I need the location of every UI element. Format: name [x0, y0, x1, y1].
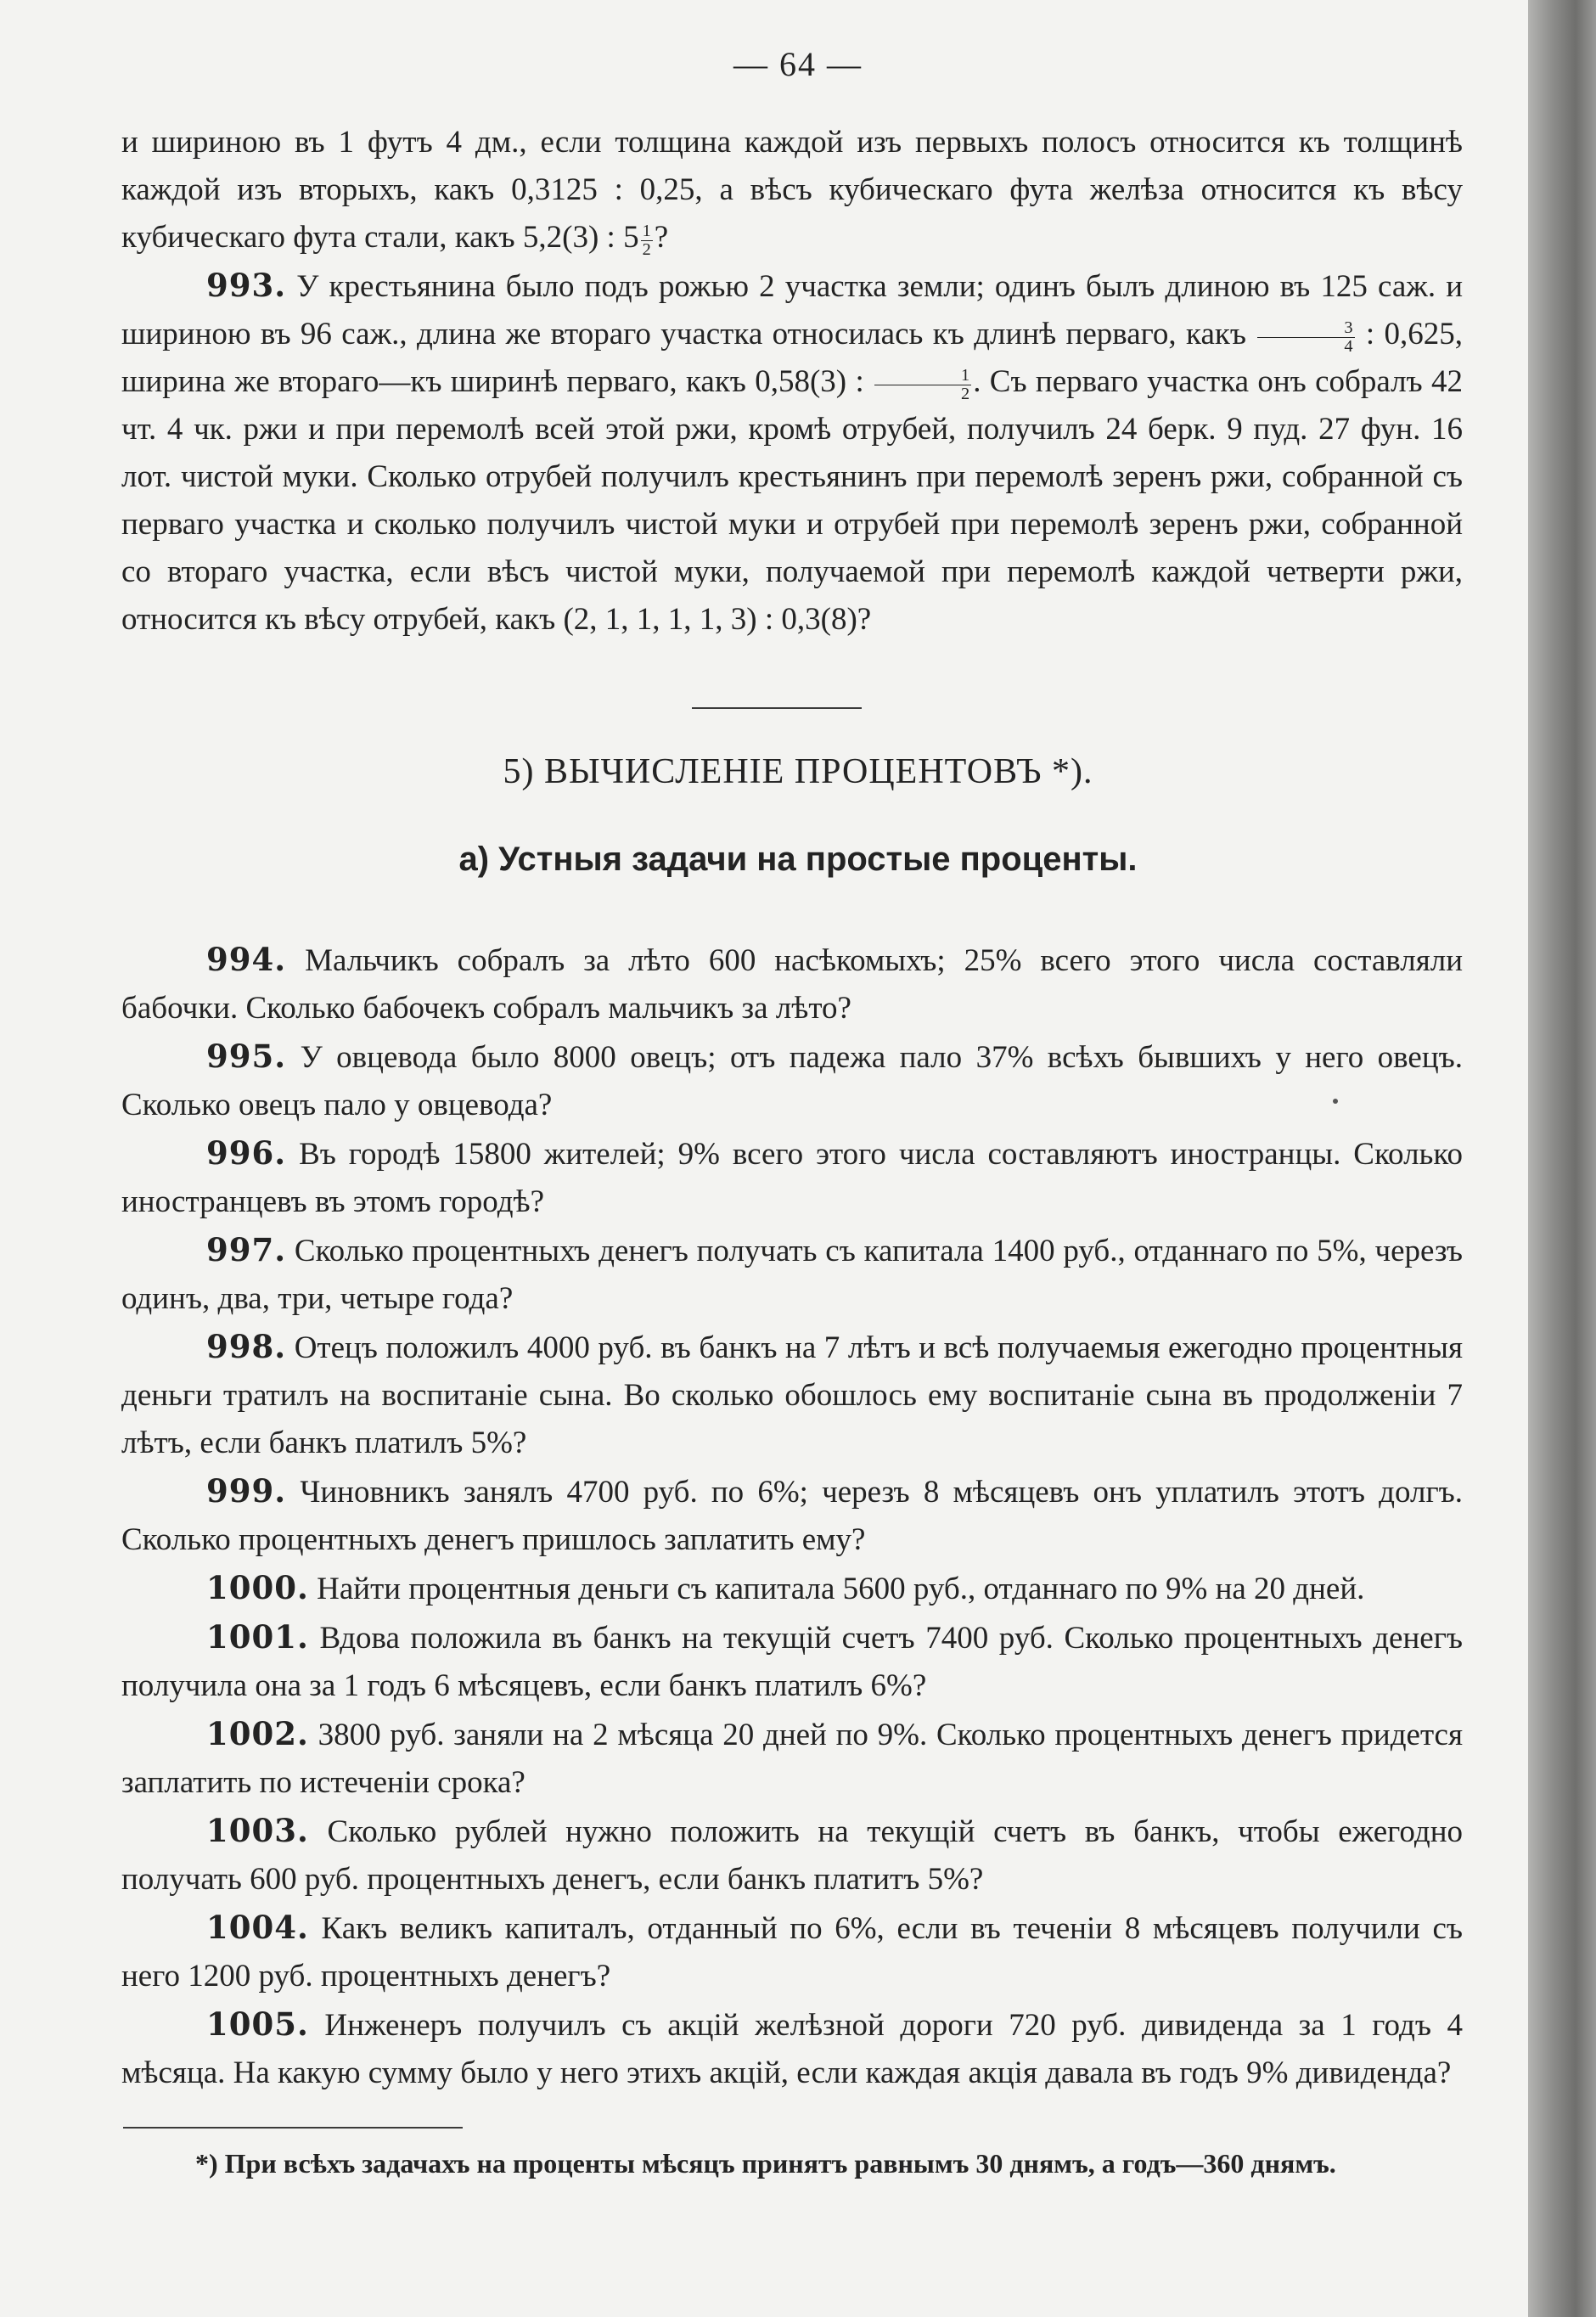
problem-item	[121, 1710, 1463, 1807]
problem-item	[121, 936, 1463, 1032]
fraction	[641, 222, 653, 260]
problem-item	[121, 1129, 1463, 1226]
subsection-title: а) Устныя задачи на простые проценты.	[458, 841, 1138, 878]
book-binding-edge	[1528, 0, 1596, 2317]
page-number: — 64 —	[733, 45, 863, 83]
problem-number: 1001.	[206, 1618, 309, 1656]
problem-text: Найти процентныя деньги съ капитала 5600 руб., отданнаго по 9% на 20 дней.	[317, 1572, 1365, 1606]
problem-992-text: и шириною въ 1 футъ 4 дм., если толщина каждой изъ первыхъ полосъ относится къ толщинѣ каждой изъ вторыхъ, какъ 0,3125 : 0,25, а вѣсъ кубическаго фута желѣза относится къ вѣсу кубическаго фута стали, какъ 5,2(3) : 5	[121, 125, 1463, 255]
problem-number: 1000.	[206, 1569, 309, 1606]
fraction-denominator: 2	[642, 240, 651, 260]
problem-number: 994.	[206, 941, 287, 978]
problem-number: 1002.	[206, 1715, 309, 1752]
problem-item	[121, 1032, 1463, 1129]
problem-item	[121, 2000, 1463, 2097]
problem-number: 1004.	[206, 1909, 309, 1946]
problem-number: 999.	[206, 1472, 287, 1510]
problem-text: Отецъ положилъ 4000 руб. въ банкъ на 7 лѣтъ и всѣ получаемыя ежегодно процентныя деньги тратилъ на воспитаніе сына. Во сколько обошлось ему воспитаніе сына въ продолженіи 7 лѣтъ, если банкъ платилъ 5%?	[121, 1330, 1464, 1460]
section-title: 5) ВЫЧИСЛЕНІЕ ПРОЦЕНТОВЪ *).	[503, 752, 1093, 791]
problem-item	[121, 1904, 1463, 2000]
footnote: *) При всѣхъ задачахъ на проценты мѣсяцъ принятъ равнымъ 30 днямъ, а годъ—360 днямъ.	[195, 2148, 1336, 2179]
problem-item	[121, 1613, 1463, 1710]
problem-993	[121, 262, 1463, 644]
problem-number: 1005.	[206, 2005, 309, 2043]
problem-text: Мальчикъ собралъ за лѣто 600 насѣкомыхъ; 25% всего этого числа составляли бабочки. Сколько бабочекъ собралъ мальчикъ за лѣто?	[121, 943, 1464, 1026]
fraction-numerator: 1	[874, 367, 971, 385]
problem-number: 995.	[206, 1038, 287, 1075]
problem-number: 998.	[206, 1328, 287, 1365]
problem-text: Сколько процентныхъ денегъ получать съ капитала 1400 руб., отданнаго по 5%, черезъ одинъ, два, три, четыре года?	[121, 1234, 1463, 1316]
problem-item	[121, 1323, 1463, 1467]
problem-text: У овцевода было 8000 овецъ; отъ падежа пало 37% всѣхъ бывшихъ у него овецъ. Сколько овецъ пало у овцевода?	[121, 1040, 1464, 1122]
problem-number: 997.	[206, 1231, 287, 1268]
problem-item	[121, 1564, 1463, 1613]
problem-text: 3800 руб. заняли на 2 мѣсяца 20 дней по 9%. Сколько процентныхъ денегъ придется заплатить по истеченіи срока?	[121, 1718, 1463, 1800]
fraction-numerator: 3	[1257, 319, 1354, 338]
problem-text: Сколько рублей нужно положить на текущій счетъ въ банкъ, чтобы ежегодно получать 600 руб. процентныхъ денегъ, если банкъ платитъ 5%?	[121, 1814, 1463, 1897]
section-divider	[692, 707, 862, 709]
problem-992-continuation	[121, 119, 1463, 262]
problem-list	[121, 936, 1463, 2097]
fraction-numerator: 1	[642, 221, 651, 240]
problem-992-end: ?	[654, 220, 669, 255]
fraction-denominator: 4	[1344, 337, 1353, 357]
problem-item	[121, 1226, 1463, 1323]
problem-text: : 0,625, ширина же втораго—къ ширинѣ перваго, какъ 0,58(3) :	[121, 317, 1464, 399]
problem-text: У крестьянина было подъ рожью 2 участка земли; одинъ былъ длиною въ 125 саж. и шириною въ 96 саж., длина же втораго участка относилась къ длинѣ перваго, какъ	[121, 269, 1464, 351]
fraction	[1257, 319, 1354, 357]
problem-text: Вдова положила въ банкъ на текущій счетъ 7400 руб. Сколько процентныхъ денегъ получила она за 1 годъ 6 мѣсяцевъ, если банкъ платилъ 6%?	[121, 1621, 1464, 1703]
print-speck	[1333, 1099, 1338, 1104]
problem-text: . Съ перваго участка онъ собралъ 42 чт. 4 чк. ржи и при перемолѣ всей этой ржи, кромѣ отрубей, получилъ 24 берк. 9 пуд. 27 фун. 16 лот. чистой муки. Сколько отрубей получилъ крестьянинъ при перемолѣ зеренъ ржи, собранной съ перваго участка и сколько получилъ чистой муки и отрубей при перемолѣ зеренъ ржи, собранной со втораго участка, если вѣсъ чистой муки, получаемой при перемолѣ каждой четверти ржи, относится къ вѣсу отрубей, какъ (2, 1, 1, 1, 1, 3) : 0,3(8)?	[121, 364, 1463, 637]
fraction-denominator: 2	[961, 385, 970, 404]
problem-number: 1003.	[206, 1812, 309, 1849]
problem-number: 996.	[206, 1134, 287, 1172]
problem-text: Чиновникъ занялъ 4700 руб. по 6%; черезъ 8 мѣсяцевъ онъ уплатилъ этотъ долгъ. Сколько процентныхъ денегъ пришлось заплатить ему?	[121, 1475, 1464, 1557]
problem-number: 993.	[206, 267, 287, 304]
problem-text: Инженеръ получилъ съ акцій желѣзной дороги 720 руб. дивиденда за 1 годъ 4 мѣсяца. На какую сумму было у него этихъ акцій, если каждая акція давала въ годъ 9% дивиденда?	[121, 2008, 1463, 2090]
footnote-divider	[123, 2127, 463, 2129]
problem-item	[121, 1807, 1463, 1904]
problem-item	[121, 1467, 1463, 1564]
fraction	[874, 367, 971, 404]
problem-text: Въ городѣ 15800 жителей; 9% всего этого числа составляютъ иностранцы. Сколько иностранцевъ въ этомъ городѣ?	[121, 1137, 1464, 1219]
problem-text: Какъ великъ капиталъ, отданный по 6%, если въ теченіи 8 мѣсяцевъ получили съ него 1200 руб. процентныхъ денегъ?	[121, 1911, 1463, 1994]
